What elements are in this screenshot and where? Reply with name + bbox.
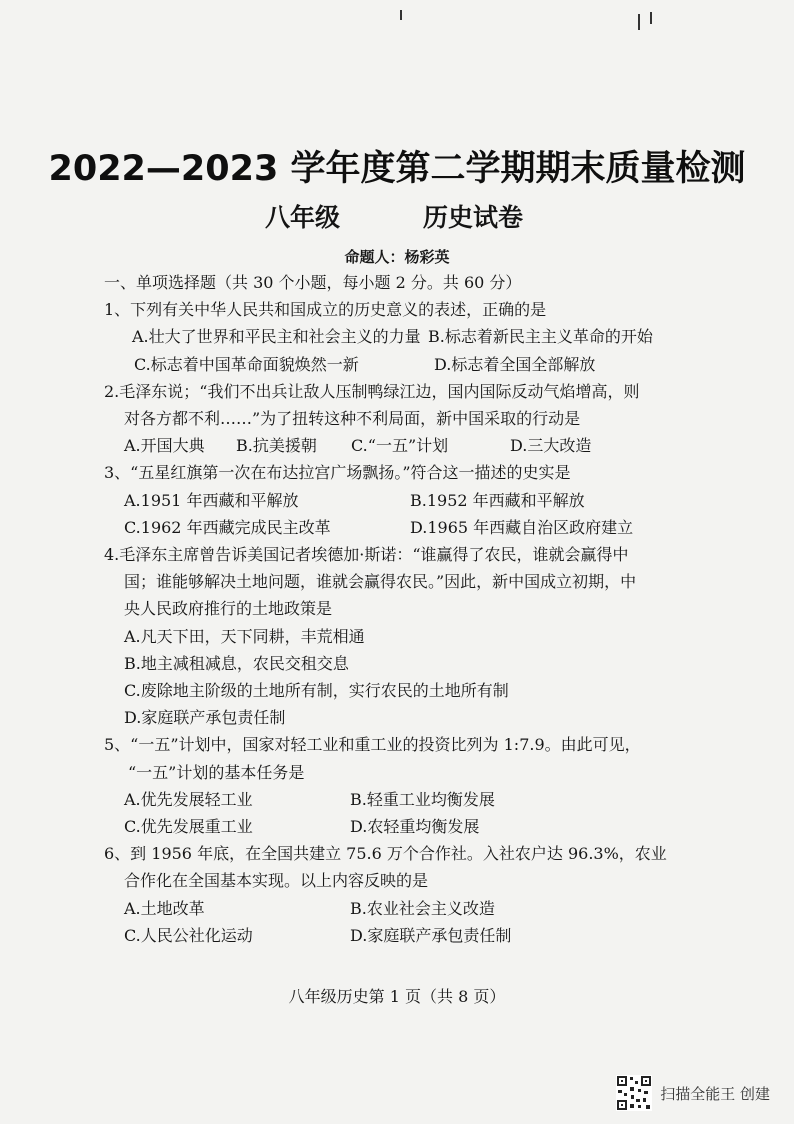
option-c: C.人民公社化运动 [124, 925, 253, 945]
option-c: C.1962 年西藏完成民主改革 [124, 517, 331, 537]
scan-speck [400, 10, 402, 20]
question-stem: 1、下列有关中华人民共和国成立的历史意义的表述，正确的是 [104, 300, 547, 320]
question-stem: 5、“一五”计划中，国家对轻工业和重工业的投资比列为 1:7.9。由此可见， [104, 735, 641, 755]
question-stem: 6、到 1956 年底，在全国共建立 75.6 万个合作社。入社农户达 96.3%，农业 [104, 844, 667, 864]
question-stem-cont: 合作化在全国基本实现。以上内容反映的是 [124, 871, 429, 891]
option-d: D.标志着全国全部解放 [434, 354, 596, 374]
option-d: D.家庭联产承包责任制 [124, 708, 286, 728]
question-3 [104, 459, 704, 541]
option-d: D.农轻重均衡发展 [350, 817, 480, 837]
option-b: B.抗美援朝 [236, 436, 317, 456]
option-c: C.废除地主阶级的土地所有制，实行农民的土地所有制 [124, 681, 509, 701]
scan-speck [638, 14, 640, 30]
option-c: C.优先发展重工业 [124, 817, 253, 837]
option-a: A.开国大典 [124, 436, 205, 456]
author-line: 命题人：杨彩英 [344, 248, 450, 266]
question-stem: 3、“五星红旗第一次在布达拉宫广场飘扬。”符合这一描述的史实是 [104, 463, 571, 483]
question-stem-cont: 国；谁能够解决土地问题，谁就会赢得农民。”因此，新中国成立初期，中 [124, 572, 637, 592]
option-b: B.轻重工业均衡发展 [350, 789, 495, 809]
option-b: B.农业社会主义改造 [350, 898, 495, 918]
question-stem-cont: “一五”计划的基本任务是 [128, 762, 305, 782]
question-list [104, 269, 704, 949]
question-4 [104, 541, 704, 731]
section-heading: 一、单项选择题（共 30 个小题，每小题 2 分。共 60 分） [104, 273, 522, 292]
option-a: A.1951 年西藏和平解放 [124, 490, 299, 510]
option-c: C.标志着中国革命面貌焕然一新 [134, 354, 359, 374]
option-a: A.凡天下田，天下同耕，丰荒相通 [124, 626, 365, 646]
question-stem-cont: 对各方都不利……”为了扭转这种不利局面，新中国采取的行动是 [124, 409, 581, 429]
scanner-watermark [616, 1075, 770, 1111]
option-d: D.三大改造 [510, 436, 592, 456]
option-d: D.1965 年西藏自治区政府建立 [410, 517, 634, 537]
scan-speck [650, 12, 652, 24]
option-c: C.“一五”计划 [351, 436, 449, 456]
question-stem: 2.毛泽东说；“我们不出兵让敌人压制鸭绿江边，国内国际反动气焰增高，则 [104, 381, 640, 401]
watermark-text: 扫描全能王 创建 [660, 1084, 770, 1103]
option-b: B.地主减租减息，农民交租交息 [124, 653, 349, 673]
option-b: B.标志着新民主主义革命的开始 [428, 327, 653, 347]
option-d: D.家庭联产承包责任制 [350, 925, 512, 945]
exam-title: 2022—2023 学年度第二学期期末质量检测 [48, 149, 746, 189]
grade-label: 八年级 [265, 203, 341, 232]
option-a: A.壮大了世界和平民主和社会主义的力量 [132, 327, 421, 347]
option-a: A.优先发展轻工业 [124, 789, 253, 809]
question-2 [104, 378, 704, 460]
question-stem-cont: 央人民政府推行的土地政策是 [124, 599, 333, 619]
question-1 [104, 296, 704, 378]
page-footer: 八年级历史第 1 页（共 8 页） [288, 987, 506, 1006]
question-5 [104, 731, 704, 840]
option-a: A.土地改革 [124, 898, 205, 918]
question-stem: 4.毛泽东主席曾告诉美国记者埃德加·斯诺：“谁赢得了农民，谁就会赢得中 [104, 545, 629, 565]
question-6 [104, 840, 704, 949]
qr-code-icon [616, 1075, 652, 1111]
subject-label: 历史试卷 [423, 203, 524, 232]
option-b: B.1952 年西藏和平解放 [410, 490, 585, 510]
